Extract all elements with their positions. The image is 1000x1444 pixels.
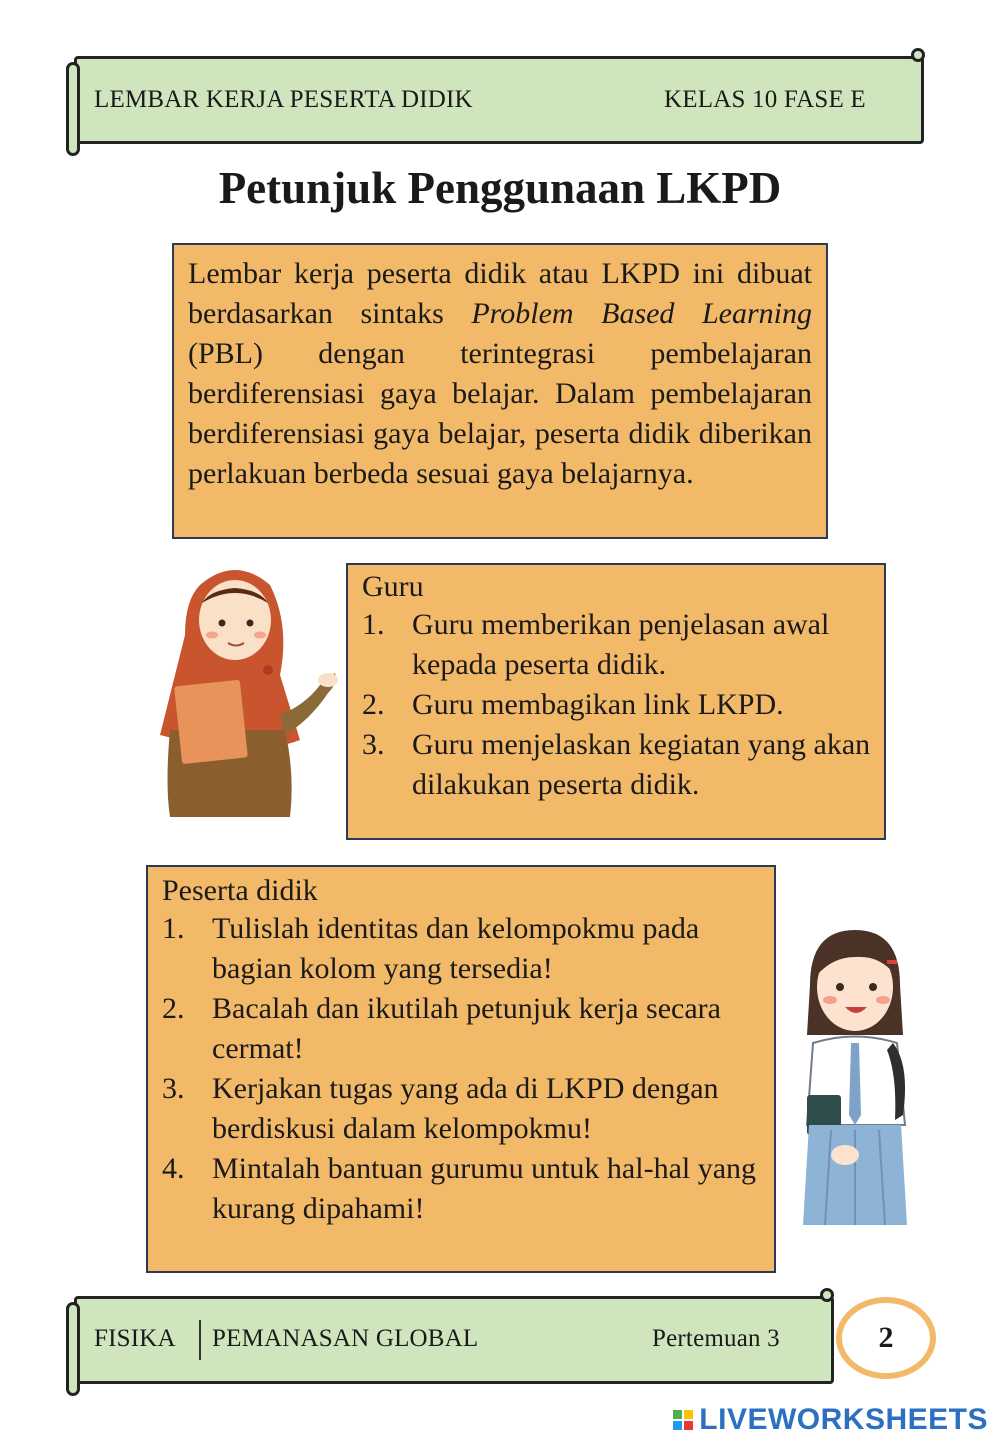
- page-title: Petunjuk Penggunaan LKPD: [218, 163, 782, 213]
- footer-subject: FISIKA: [94, 1325, 176, 1352]
- footer-banner-curl-right: [820, 1288, 834, 1302]
- teacher-steps-title: Guru: [362, 570, 424, 603]
- list-item: 4. Mintalah bantuan gurumu untuk hal-hal yang kurang dipahami!: [162, 1152, 757, 1225]
- list-item: 3. Kerjakan tugas yang ada di LKPD dengan berdiskusi dalam kelompokmu!: [162, 1072, 719, 1145]
- teacher-steps-box: [346, 563, 886, 840]
- header-title: LEMBAR KERJA PESERTA DIDIK: [94, 86, 473, 113]
- list-item: 2. Bacalah dan ikutilah petunjuk kerja secara cermat!: [162, 992, 721, 1065]
- student-illustration: [795, 925, 915, 1230]
- student-steps-list: [162, 909, 764, 1229]
- intro-text-part2: (PBL) dengan terintegrasi pembelajaran berdiferensiasi gaya belajar. Dalam pembelajaran berdiferensiasi gaya belajar, peserta didik diberikan perlakuan berbeda sesuai gaya belajarnya.: [188, 337, 812, 490]
- footer-divider: [199, 1320, 201, 1360]
- header-banner-curl-right: [911, 48, 925, 62]
- intro-text-part1: Lembar kerja peserta didik atau LKPD ini dibuat berdasarkan sintaks: [188, 257, 812, 330]
- intro-text-italic: Problem Based Learning: [471, 297, 812, 330]
- teacher-steps-list: [362, 605, 874, 805]
- footer-meeting: Pertemuan 3: [652, 1325, 780, 1352]
- list-item: 3. Guru menjelaskan kegiatan yang akan dilakukan peserta didik.: [362, 728, 871, 801]
- liveworksheets-logo-icon: [673, 1410, 693, 1430]
- teacher-illustration: [140, 555, 340, 825]
- liveworksheets-label: LIVEWORKSHEETS: [699, 1403, 988, 1436]
- list-item: 2. Guru membagikan link LKPD.: [362, 688, 784, 721]
- list-item: 1. Guru memberikan penjelasan awal kepada peserta didik.: [362, 608, 830, 681]
- list-item: 1. Tulislah identitas dan kelompokmu pada bagian kolom yang tersedia!: [162, 912, 700, 985]
- intro-box: [172, 243, 828, 539]
- page-number: 2: [836, 1297, 936, 1379]
- header-banner-curl-left: [66, 62, 80, 156]
- liveworksheets-watermark[interactable]: [673, 1402, 988, 1438]
- footer-banner-curl-left: [66, 1302, 80, 1396]
- header-class: KELAS 10 FASE E: [664, 86, 866, 113]
- student-steps-box: [146, 865, 776, 1273]
- footer-topic: PEMANASAN GLOBAL: [212, 1325, 479, 1352]
- student-steps-title: Peserta didik: [162, 874, 318, 907]
